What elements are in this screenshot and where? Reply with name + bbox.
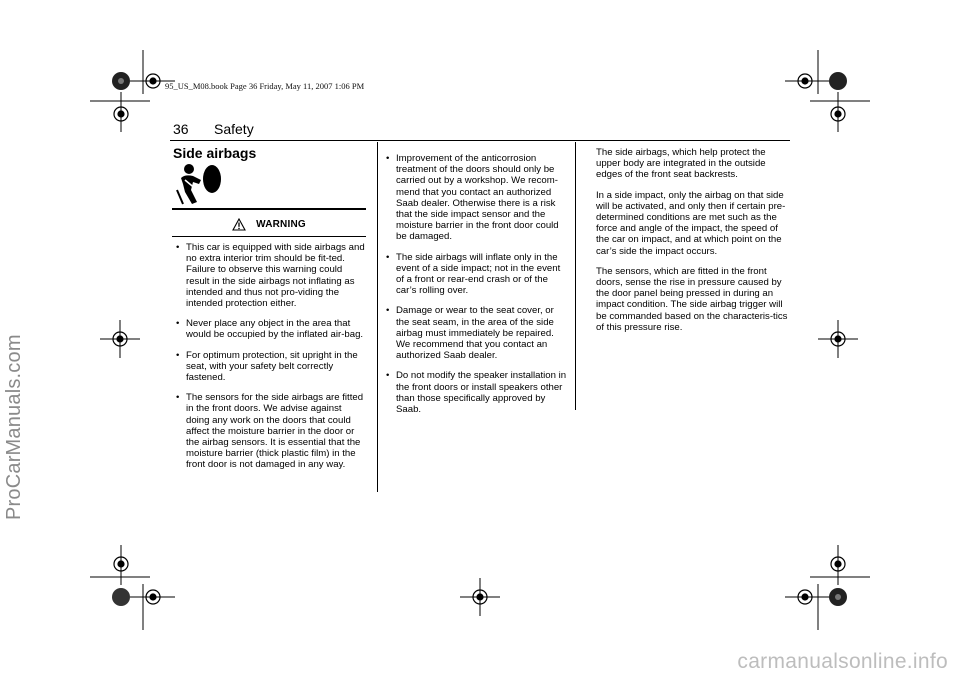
list-item: • This car is equipped with side airbags and no extra interior trim should be fit-ted. Failure to observe this warning could result in the side airbags not inflating as intended and thus not pro-viding the intended protection either. — [176, 242, 365, 310]
column-divider-left — [377, 142, 378, 492]
warning-triangle-icon — [232, 218, 246, 231]
warning-top-rule — [172, 208, 366, 210]
print-header: 95_US_M08.book Page 36 Friday, May 11, 2007 1:06 PM — [165, 81, 365, 91]
watermark-left: ProCarManuals.com — [3, 334, 25, 520]
column-divider-right — [575, 142, 576, 410]
header-rule — [170, 140, 790, 141]
body-text-column — [596, 147, 790, 342]
paragraph: The side airbags, which help protect the upper body are integrated in the outside edges of the front seat backrests. — [596, 147, 766, 181]
section-title: Safety — [214, 121, 254, 137]
list-item: • Improvement of the anticorrosion treatment of the doors should only be carried out by a workshop. We recom-mend that you contact an authorized Saab dealer. Otherwise there is a risk that the side impact sensor and the moisture barrier in the front door could be damaged. — [386, 153, 559, 243]
list-item: • For optimum protection, sit upright in the seat, with your safety belt correctly fastened. — [176, 349, 358, 384]
watermark-bottom: carmanualsonline.info — [737, 650, 948, 673]
paragraph: The sensors, which are fitted in the front doors, sense the rise in pressure caused by the door panel being pressed in during an impact condition. The side airbag trigger will be commanded based on the characteris-tics of this pressure rise. — [596, 265, 788, 333]
list-item: • Do not modify the speaker installation in the front doors or install speakers other than those specifically approved by Saab. — [386, 370, 567, 416]
warning-bottom-rule — [172, 236, 366, 237]
paragraph: In a side impact, only the airbag on that side will be activated, and only then if certain pre-determined conditions are met such as the force and angle of the impact, the speed of the car on impact, and at which point on the car’s side the impact occurs. — [596, 189, 786, 257]
list-item: • Damage or wear to the seat cover, or the seat seam, in the area of the side airbag must immediately be repaired. We recommend that you contact an authorized Saab dealer. — [386, 305, 554, 362]
warning-header — [172, 214, 366, 234]
warning-list — [173, 242, 365, 480]
list-item: • The side airbags will inflate only in the event of a side impact; not in the event of a front or rear-end crash or of the car’s rolling over. — [386, 251, 561, 297]
continued-warning-list — [383, 153, 568, 424]
list-item: • Never place any object in the area that would be occupied by the inflated air-bag. — [176, 318, 364, 341]
list-item: • The sensors for the side airbags are fitted in the front doors. We advise against doing any work on the doors that could affect the moisture barrier in the door or the airbag sensors. It is essential that the moisture barrier (thick plastic film) in the front door is not damaged in any way. — [176, 392, 364, 471]
airbag-icon — [173, 160, 233, 206]
warning-title: WARNING — [256, 218, 306, 230]
page-number: 36 — [173, 121, 189, 137]
page-heading: Side airbags — [173, 145, 257, 161]
